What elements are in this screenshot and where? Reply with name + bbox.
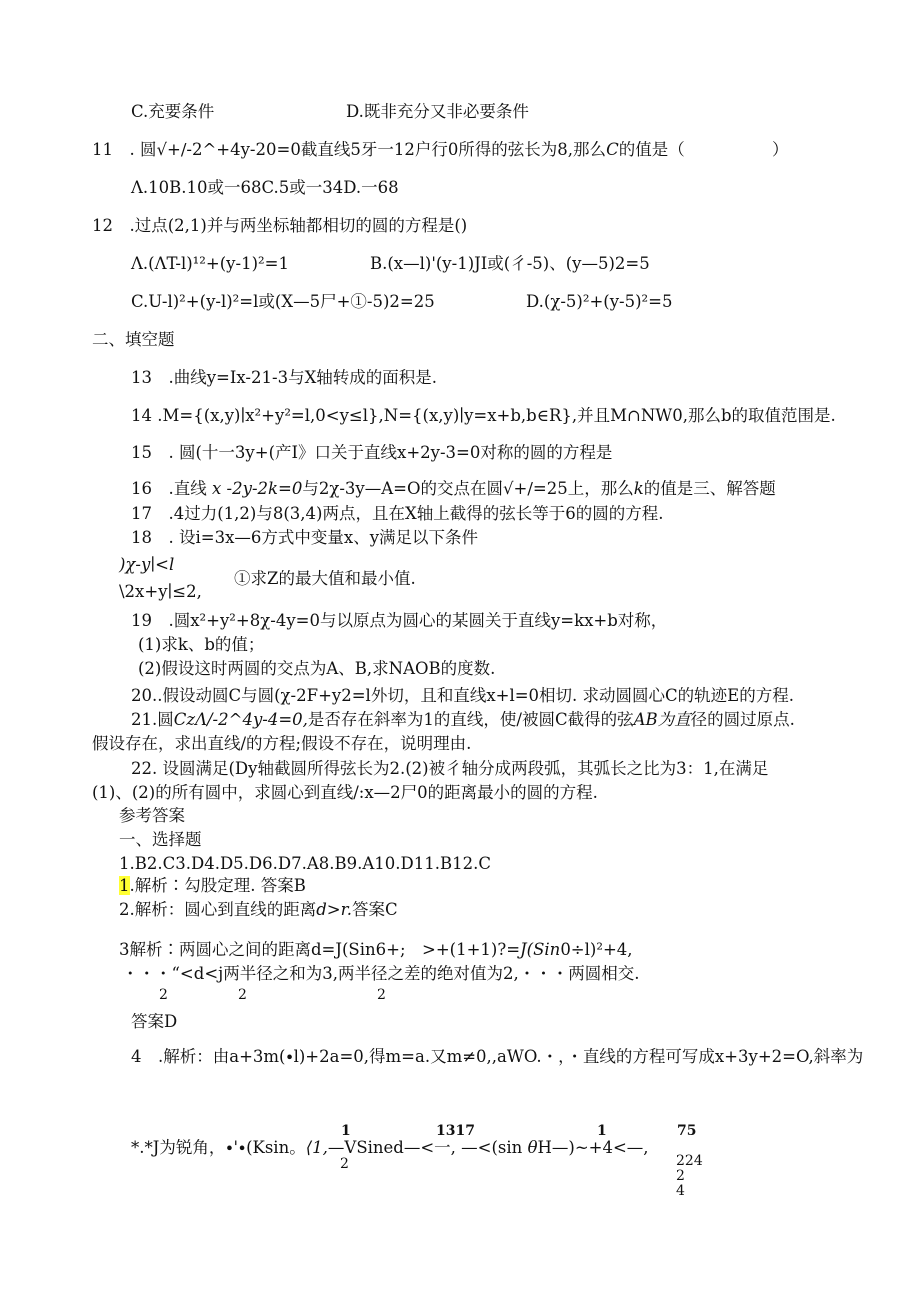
fraction-denominator-2: 224 [676, 1153, 703, 1169]
question-12-option-d: D.(χ-5)²+(y-5)²=5 [526, 292, 673, 311]
question-11: 11 . 圆√+∕-2^+4y-20=0截直线5牙一12户行0所得的弦长为8,那么C的值是（ [92, 140, 685, 159]
option-d-line10: D.既非充分又非必要条件 [346, 102, 529, 121]
question-11-paren: ） [772, 140, 789, 159]
question-12-option-a: Λ.(ΛT-l)¹²+(y-1)²=1 [131, 254, 289, 273]
fraction-denominator-3: 2 [676, 1168, 685, 1184]
answer-3-result: 答案D [131, 1012, 178, 1031]
option-c-line10: C.充要条件 [131, 102, 215, 121]
highlight-mark: 1 [119, 876, 130, 895]
question-12-option-c: C.U-l)²+(y-l)²=l或(X—5尸+①-5)2=25 [131, 292, 435, 311]
choice-answers: 1.B2.C3.D4.D5.D6.D7.A8.B9.A10.D11.B12.C [119, 854, 492, 873]
answer-3-denominator-1: 2 [159, 987, 168, 1003]
answer-3-continued: ・・・“<d<j两半径之和为3,两半径之差的绝对值为2,・・・两圆相交. [122, 964, 640, 983]
question-22-continued: (1)、(2)的所有圆中，求圆心到直线/:x—2尸0的距离最小的圆的方程. [92, 783, 598, 802]
fraction-denominator-4: 4 [676, 1183, 685, 1199]
question-18-task: ①求Z的最大值和最小值. [234, 569, 416, 588]
fraction-numerator-4: 75 [677, 1123, 697, 1139]
fraction-numerator-3: 1 [597, 1123, 607, 1139]
question-15: 15 . 圆(十一3y+(产I》口关于直线x+2y-3=0对称的圆的方程是 [131, 443, 613, 462]
question-19-part-1: (1)求k、b的值； [138, 635, 265, 654]
fraction-numerator-1: 1 [341, 1123, 351, 1139]
question-19: 19 .圆x²+y²+8χ-4y=0与以原点为圆心的某圆关于直线y=kx+b对称， [131, 611, 668, 630]
fraction-denominator-1: 2 [340, 1156, 349, 1172]
question-11-options: Λ.10B.10或一68C.5或一34D.一68 [131, 178, 399, 197]
question-12-option-b: B.(x—l)'(y-1)JI或(彳-5)、(y—5)2=5 [370, 254, 650, 273]
answer-4-continued: *.*J为锐角，∙'∙(Ksin。⟨1,—VSined—<一, —<(sin θH—)~+4<—, [131, 1138, 649, 1157]
answer-1: 1.解析∶勾股定理. 答案B [119, 876, 306, 895]
question-21-continued: 假设存在，求出直线/的方程;假设不存在，说明理由. [92, 734, 472, 753]
question-17: 17 .4过力(1,2)与8(3,4)两点，且在X轴上截得的弦长等于6的圆的方程. [131, 504, 664, 523]
question-14: 14 .M={(x,y)∣x²+y²=l,0<y≤l},N={(x,y)∣y=x+b,b∈R},并且M∩NW0,那么b的取值范围是. [131, 406, 836, 425]
question-19-part-2: (2)假设这时两圆的交点为A、B,求NAOB的度数. [138, 659, 496, 678]
question-18: 18 . 设i=3x—6方式中变量x、y满足以下条件 [131, 528, 479, 547]
question-22: 22. 设圆满足(Dy轴截圆所得弦长为2.(2)被彳轴分成两段弧，其弧长之比为3：1,在满足 [131, 759, 769, 778]
question-18-condition-2: \2x+y∣≤2, [119, 582, 202, 601]
fraction-numerator-2: 1317 [436, 1123, 475, 1139]
question-16: 16 .直线 x -2y-2k=0与2χ-3y—A=O的交点在圆√+∕=25上，那么k的值是三、解答题 [131, 479, 776, 498]
section-fill-blank: 二、填空题 [92, 330, 175, 349]
question-21: 21.圆CzΛ/-2^4y-4=0,是否存在斜率为1的直线，使/被圆C截得的弦AB为直径的圆过原点. [131, 710, 795, 729]
answer-3-denominator-3: 2 [377, 987, 386, 1003]
question-18-condition-1: )χ-y∣<l [119, 555, 175, 574]
question-20: 20..假设动圆C与圆(χ-2F+y2=l外切，且和直线x+l=0相切. 求动圆圆心C的轨迹E的方程. [131, 686, 794, 705]
answer-2: 2.解析：圆心到直线的距离d>r.答案C [119, 900, 398, 919]
reference-answers-heading: 参考答案 [119, 806, 185, 825]
answer-4: 4 .解析：由a+3m(∙l)+2a=0,得m=a.又m≠0,,aWO.・，・直线的方程可写成x+3y+2=O,斜率为 [131, 1047, 864, 1066]
section-choice-heading: 一、选择题 [119, 830, 202, 849]
question-13: 13 .曲线y=Ix-21-3与X轴转成的面积是. [131, 368, 438, 387]
answer-3: 3解析∶两圆心之间的距离d=J(Sin6+; >+(1+1)?=J(Sin0÷l)²+4, [119, 940, 633, 959]
answer-3-denominator-2: 2 [238, 987, 247, 1003]
question-12: 12 .过点(2,1)并与两坐标轴都相切的圆的方程是() [92, 216, 468, 235]
